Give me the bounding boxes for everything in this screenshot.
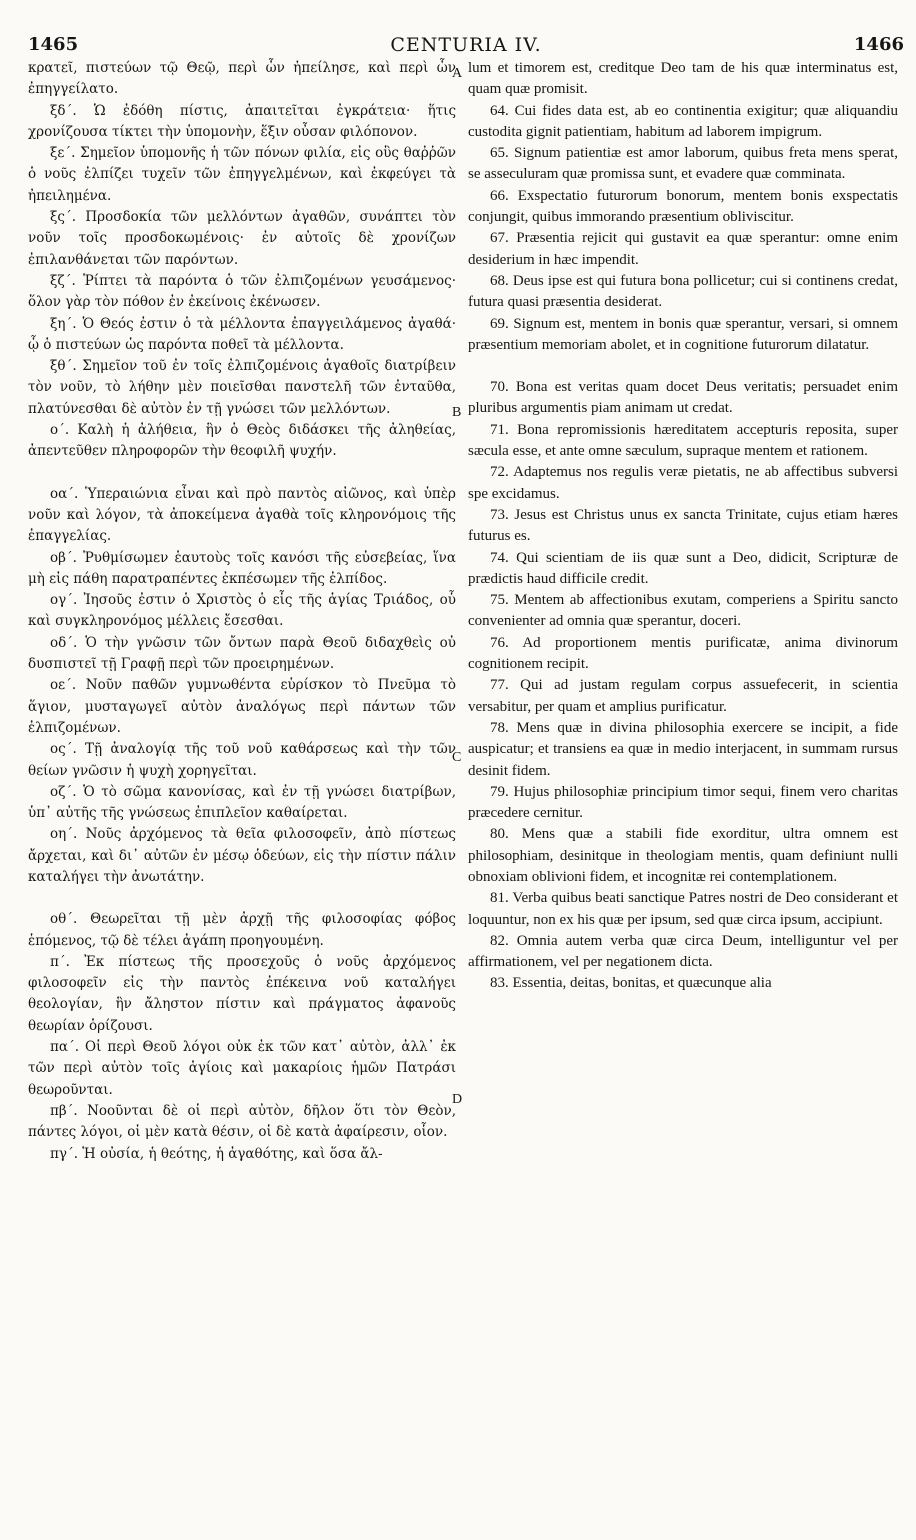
section-marker-c: C	[452, 750, 462, 765]
latin-paragraph: 82. Omnia autem verba quæ circa Deum, intelliguntur vel per affirmationem, vel per negationem dicta.	[468, 932, 898, 971]
paragraph-gap	[468, 356, 898, 377]
greek-paragraph: ξη΄. Ὁ Θεός ἐστιν ὁ τὰ μέλλοντα ἐπαγγειλάμενος ἀγαθά· ᾧ ὁ πιστεύων ὡς παρόντα ποθεῖ τὰ μέλλοντα.	[28, 315, 456, 353]
latin-paragraph: 78. Mens quæ in divina philosophia exercere se incipit, a fide auspicatur; et transiens ea quæ in medio interjacent, in summam rursus desinit fidem.	[468, 719, 898, 779]
greek-paragraph: ος΄. Τῇ ἀναλογίᾳ τῆς τοῦ νοῦ καθάρσεως καὶ τὴν τῶν θείων γνῶσιν ἡ ψυχὴ χορηγεῖται.	[28, 741, 456, 779]
greek-paragraph: οζ΄. Ὁ τὸ σῶμα κανονίσας, καὶ ἐν τῇ γνώσει διατρίβων, ὑπ᾽ αὐτῆς τῆς γνώσεως ἐπιπλεῖον καθαίρεται.	[28, 783, 456, 822]
latin-paragraph: 80. Mens quæ a stabili fide exorditur, ultra omnem est philosophiam, desinitque in theologiam mentis, quam definiunt nulli obnoxiam oblivioni fidem, et incognitæ rei contemplationem.	[468, 826, 898, 885]
paragraph-gap	[28, 463, 456, 484]
paragraph-gap	[28, 888, 456, 909]
latin-paragraph: 81. Verba quibus beati sanctique Patres nostri de Deo considerant et loquuntur, non ex his quæ per ipsum, sed quæ circa ipsum, accipiunt.	[468, 890, 898, 928]
greek-paragraph: οα΄. Ὑπεραιώνια εἶναι καὶ πρὸ παντὸς αἰῶνος, καὶ ὑπὲρ νοῦν καὶ λόγον, τὰ ἀποκείμενα ἀγαθὰ τοῖς κληρονόμοις τῆς ἐπαγγελίας.	[28, 485, 456, 545]
greek-paragraph: ξε΄. Σημεῖον ὑπομονῆς ἡ τῶν πόνων φιλία, εἰς οὓς θαῤῥῶν ὁ νοῦς ἐλπίζει τυχεῖν τῶν ἐπηγγελμένων, καὶ ἐκφεύγει τὰ ἠπειλημένα.	[28, 145, 456, 204]
latin-paragraph: 71. Bona repromissionis hæreditatem accepturis reposita, super sæcula esse, et ante omne sæculum, supraque mentem et rationem.	[468, 421, 898, 460]
greek-paragraph: ογ΄. Ἰησοῦς ἐστιν ὁ Χριστὸς ὁ εἷς τῆς ἁγίας Τριάδος, οὗ καὶ συγκληρονόμος μέλλεις ἔσεσθαι.	[28, 592, 456, 630]
latin-paragraph: 83. Essentia, deitas, bonitas, et quæcunque alia	[490, 975, 772, 992]
latin-paragraph: 75. Mentem ab affectionibus exutam, comperiens a Spiritu sancto convenienter ad omnia quæ sperantur, doceri.	[468, 592, 898, 630]
greek-paragraph: οε΄. Νοῦν παθῶν γυμνωθέντα εὑρίσκον τὸ Πνεῦμα τὸ ἅγιον, μυσταγωγεῖ αὐτὸν ἀναλόγως περὶ πάντων τῶν ἐλπιζομένων.	[28, 677, 456, 736]
greek-paragraph: ξδ΄. Ὡ ἐδόθη πίστις, ἀπαιτεῖται ἐγκράτεια· ἥτις χρονίζουσα τίκτει τὴν ὑπομονὴν, ἕξιν οὖσαν φιλόπονον.	[28, 102, 456, 140]
greek-paragraph: ο΄. Καλὴ ἡ ἀλήθεια, ἣν ὁ Θεὸς διδάσκει τῆς ἀληθείας, ἀπεντεῦθεν πληροφορῶν τὴν θεοφιλῆ ψυχήν.	[28, 422, 456, 460]
latin-paragraph: 69. Signum est, mentem in bonis quæ sperantur, versari, si omnem præsentium memoriam abolet, et in cognitione futurorum dilatatur.	[468, 315, 898, 353]
latin-paragraph: 79. Hujus philosophiæ principium timor sequi, finem vero charitas præcedere cernitur.	[468, 783, 898, 822]
greek-paragraph: ξθ΄. Σημεῖον τοῦ ἐν τοῖς ἐλπιζομένοις ἀγαθοῖς διατρίβειν τὸν νοῦν, τὸ λήθην μὲν ποιεῖσθαι πανστελῆ τῶν ἐνταῦθα, πλατύνεσθαι δὲ αὐτὸν ἐν τῇ γνώσει τῶν μελλόντων.	[28, 358, 456, 417]
greek-paragraph: π΄. Ἐκ πίστεως τῆς προσεχοῦς ὁ νοῦς ἀρχόμενος φιλοσοφεῖν εἰς τὴν παντὸς ἐπέκεινα νοῦ καταλήγει θεολογίαν, ἣν ἄληστον πίστιν καὶ πράγματος ἀφανοῦς θεωρίαν ὁρίζουσι.	[28, 953, 456, 1034]
greek-paragraph: οη΄. Νοῦς ἀρχόμενος τὰ θεῖα φιλοσοφεῖν, ἀπὸ πίστεως ἄρχεται, καὶ δι᾽ αὐτῶν ἐν μέσῳ ὁδεύων, εἰς τὴν πίστιν πάλιν καταλήγει τὴν ἀνωτάτην.	[28, 826, 456, 885]
greek-paragraph: πα΄. Οἱ περὶ Θεοῦ λόγοι οὐκ ἐκ τῶν κατ᾽ αὐτὸν, ἀλλ᾽ ἐκ τῶν περὶ αὐτὸν τοῖς ἁγίοις καὶ μακαρίοις ἡμῶν Πατράσι θεωροῦνται.	[28, 1039, 456, 1098]
greek-paragraph: πγ΄. Ἡ οὐσία, ἡ θεότης, ἡ ἀγαθότης, καὶ ὅσα ἄλ-	[50, 1145, 383, 1162]
latin-paragraph: 77. Qui ad justam regulam corpus assuefecerit, in scientia versabitur, per quam et amplius purificatur.	[468, 677, 898, 715]
greek-paragraph: πβ΄. Νοοῦνται δὲ οἱ περὶ αὐτὸν, δῆλον ὅτι τὸν Θεὸν, πάντες λόγοι, οἱ μὲν κατὰ θέσιν, οἱ δὲ κατὰ ἀφαίρεσιν, οἷον.	[28, 1102, 456, 1141]
running-title: CENTURIA IV.	[390, 34, 542, 56]
latin-paragraph: 74. Qui scientiam de iis quæ sunt a Deo, didicit, Scripturæ de prædictis haud difficile credit.	[468, 549, 898, 587]
latin-paragraph: 72. Adaptemus nos regulis veræ pietatis, ne ab affectibus subversi spe excidamus.	[468, 464, 898, 502]
greek-paragraph: κρατεῖ, πιστεύων τῷ Θεῷ, περὶ ὧν ἠπείλησε, καὶ περὶ ὧν ἐπηγγείλατο.	[28, 60, 456, 98]
latin-paragraph: 76. Ad proportionem mentis purificatæ, anima divinorum cognitionem recipit.	[468, 634, 898, 673]
latin-paragraph: 70. Bona est veritas quam docet Deus veritatis; persuadet enim pluribus argumentis piam animam ut credat.	[468, 379, 898, 417]
latin-column	[468, 58, 898, 995]
greek-paragraph: οδ΄. Ὁ τὴν γνῶσιν τῶν ὄντων παρὰ Θεοῦ διδαχθεὶς οὐ δυσπιστεῖ τῇ Γραφῇ περὶ τῶν προειρημένων.	[28, 634, 456, 673]
latin-paragraph: 68. Deus ipse est qui futura bona pollicetur; cui si continens credat, futura quasi præsentia desiderat.	[468, 272, 898, 311]
page-number-right: 1466	[853, 34, 904, 55]
page-number-left: 1465	[28, 34, 79, 55]
latin-paragraph: 65. Signum patientiæ est amor laborum, quibus freta mens sperat, se asseculuram quæ promissa sunt, et evadere quæ comminata.	[468, 145, 898, 183]
greek-paragraph: ξς΄. Προσδοκία τῶν μελλόντων ἀγαθῶν, συνάπτει τὸν νοῦν τοῖς προσδοκωμένοις· ἐν αὐτοῖς δὲ χρονίζων ἐπιλανθάνεται τῶν παρόντων.	[28, 209, 456, 268]
section-marker-d: D	[452, 1092, 463, 1107]
section-marker-b: B	[452, 405, 462, 420]
greek-paragraph: οβ΄. Ῥυθμίσωμεν ἑαυτοὺς τοῖς κανόσι τῆς εὐσεβείας, ἵνα μὴ εἰς πάθη παρατραπέντες ἐκπέσωμεν τῆς ἐλπίδος.	[28, 549, 456, 587]
section-marker-a: A	[452, 66, 463, 81]
latin-paragraph: 67. Præsentia rejicit qui gustavit ea quæ sperantur: omne enim desiderium in hæc impendit.	[468, 230, 898, 268]
greek-column	[28, 58, 456, 1165]
greek-paragraph: ξζ΄. Ῥίπτει τὰ παρόντα ὁ τῶν ἐλπιζομένων γευσάμενος· ὅλον γὰρ τὸν πόθον ἐν ἐκείνοις ἐκένωσεν.	[28, 272, 456, 311]
latin-paragraph: lum et timorem est, creditque Deo tam de his quæ interminatus est, quam quæ promisit.	[468, 60, 898, 98]
latin-paragraph: 66. Exspectatio futurorum bonorum, mentem bonis exspectatis conjungit, quibus immorando præsentium obliviscitur.	[468, 187, 898, 226]
latin-paragraph: 64. Cui fides data est, ab eo continentia exigitur; quæ aliquandiu custodita gignit patientiam, habitum ad laborem impigrum.	[468, 102, 898, 140]
greek-paragraph: οθ΄. Θεωρεῖται τῇ μὲν ἀρχῇ τῆς φιλοσοφίας φόβος ἑπόμενος, τῷ δὲ τέλει ἀγάπη προηγουμένη.	[28, 911, 456, 949]
latin-paragraph: 73. Jesus est Christus unus ex sancta Trinitate, cujus etiam hæres futurus es.	[468, 506, 898, 545]
